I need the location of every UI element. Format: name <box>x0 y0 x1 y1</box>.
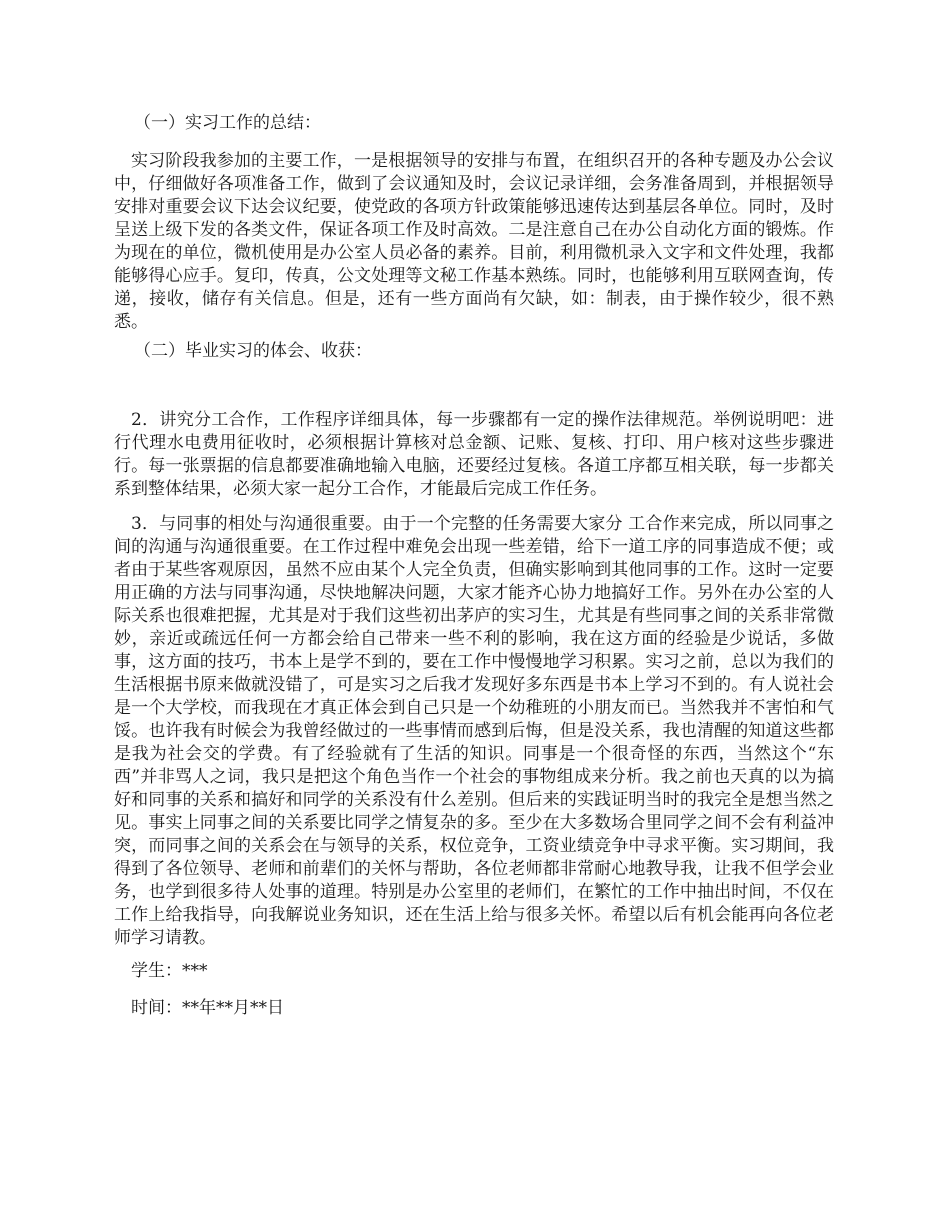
summary-paragraph: 实习阶段我参加的主要工作，一是根据领导的安排与布置，在组织召开的各种专题及办公会议中，仔细做好各项准备工作，做到了会议通知及时，会议记录详细，会务准备周到，并根据领导安排对重要会议下达会议纪要，使党政的各项方针政策能够迅速传达到基层各单位。同时，及时呈送上级下发的各类文件，保证各项工作及时高效。二是注意自己在办公自动化方面的锻炼。作为现在的单位，微机使用是办公室人员必备的素养。目前，利用微机录入文字和文件处理，我都能够得心应手。复印，传真，公文处理等文秘工作基本熟练。同时，也能够利用互联网查询，传递，接收，储存有关信息。但是，还有一些方面尚有欠缺，如：制表，由于操作较少，很不熟悉。 <box>114 151 834 332</box>
section-heading-summary: （一）实习工作的总结： <box>134 113 321 133</box>
experience-item-2: 2．讲究分工合作，工作程序详细具体，每一步骤都有一定的操作法律规范。举例说明吧：进行代理水电费用征收时，必须根据计算核对总金额、记账、复核、打印、用户核对这些步骤进行。每一张票据的信息都要准确地输入电脑，还要经过复核。各道工序都互相关联，每一步都关系到整体结果，必须大家一起分工合作，才能最后完成工作任务。 <box>114 410 834 499</box>
section-heading-experience: （二）毕业实习的体会、收获： <box>134 341 372 361</box>
date-line: 时间：**年**月**日 <box>131 998 284 1018</box>
student-signature-line: 学生：*** <box>131 961 208 981</box>
experience-item-3: 3．与同事的相处与沟通很重要。由于一个完整的任务需要大家分 工合作来完成，所以同事之间的沟通与沟通很重要。在工作过程中难免会出现一些差错，给下一道工序的同事造成不便；或者由于某些客观原因，虽然不应由某个人完全负责，但确实影响到其他同事的工作。这时一定要用正确的方法与同事沟通，尽快地解决问题，大家才能齐心协力地搞好工作。另外在办公室的人际关系也很难把握，尤其是对于我们这些初出茅庐的实习生，尤其是有些同事之间的关系非常微妙，亲近或疏远任何一方都会给自己带来一些不利的影响，我在这方面的经验是少说话，多做事，这方面的技巧，书本上是学不到的，要在工作中慢慢地学习积累。实习之前，总以为我们的生活根据书原来做就没错了，可是实习之后我才发现好多东西是书本上学习不到的。有人说社会是一个大学校，而我现在才真正体会到自己只是一个幼稚班的小朋友而已。当然我并不害怕和气馁。也许我有时候会为我曾经做过的一些事情而感到后悔，但是没关系，我也清醒的知道这些都是我为社会交的学费。有了经验就有了生活的知识。同事是一个很奇怪的东西，当然这个“东西”并非骂人之词，我只是把这个角色当作一个社会的事物组成来分析。我之前也天真的以为搞好和同事的关系和搞好和同学的关系没有什么差别。但后来的实践证明当时的我完全是想当然之见。事实上同事之间的关系要比同学之情复杂的多。至少在大多数场合里同学之间不会有利益冲突，而同事之间的关系会在与领导的关系，权位竞争，工资业绩竞争中寻求平衡。实习期间，我得到了各位领导、老师和前辈们的关怀与帮助，各位老师都非常耐心地教导我，让我不但学会业务，也学到很多待人处事的道理。特别是办公室里的老师们，在繁忙的工作中抽出时间，不仅在工作上给我指导，向我解说业务知识，还在生活上给与很多关怀。希望以后有机会能再向各位老师学习请教。 <box>114 514 834 948</box>
